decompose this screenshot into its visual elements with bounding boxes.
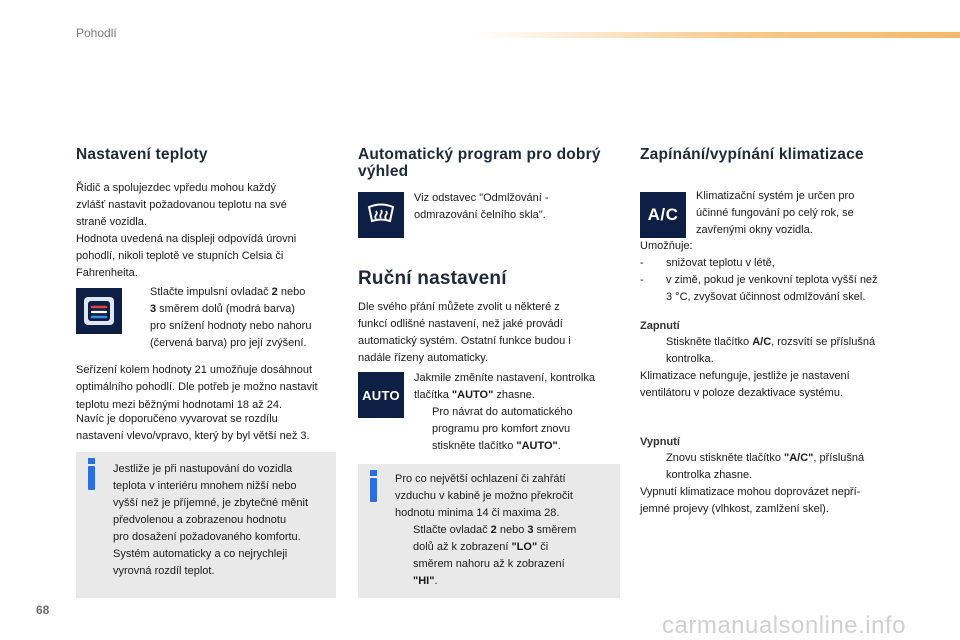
header-accent-bar <box>476 32 960 38</box>
info-box-limits <box>358 464 620 598</box>
defrost-reference: Viz odstavec "Odmlžování - odmrazování čelního skla". <box>414 192 549 221</box>
ac-on-title: Zapnutí <box>640 320 680 332</box>
bullet-mark <box>395 522 413 590</box>
page-number: 68 <box>36 603 50 617</box>
info-icon <box>370 478 377 502</box>
ac-button-icon: A/C <box>640 192 686 238</box>
temperature-instruction: Stlačte impulsní ovladač 2 nebo 3 směrem dolů (modrá barva) pro snížení hodnoty nebo nahoru (červená barva) pro její zvýšení. <box>132 284 342 352</box>
heading-air-conditioning: Zapínání/vypínání klimatizace <box>640 146 864 163</box>
ac-off-title: Vypnutí <box>640 436 680 448</box>
info-icon <box>88 466 95 490</box>
bullet-mark <box>132 284 150 352</box>
info-box-temperature <box>76 452 336 598</box>
bullet-mark <box>640 450 666 484</box>
temperature-advice: Seřízení kolem hodnoty 21 umožňuje dosáhnout optimálního pohodlí. Dle potřeb je možno nastavit teplotu mezi běžnými hodnotami 18 až 24. Navíc je doporučeno vyvarovat se rozdílu nastavení vlevo/vpravo, který by byl větší než 3. <box>76 364 318 442</box>
auto-button-icon: AUTO <box>358 372 404 418</box>
windscreen-defrost-icon <box>358 192 404 238</box>
ac-on-note: Klimatizace nefunguje, jestliže je nastavení ventilátoru v poloze dezaktivace systému. <box>640 370 850 399</box>
ac-off-note: Vypnutí klimatizace mohou doprovázet nepří- jemné projevy (vlhkost, zamlžení skel). <box>640 486 861 515</box>
limits-instruction: Stlačte ovladač 2 nebo 3 směrem dolů až k zobrazení "LO" či směrem nahoru až k zobrazení "HI". <box>395 522 619 590</box>
heading-auto-visibility: Automatický program pro dobrý výhled <box>358 146 601 180</box>
bullet-mark <box>640 334 666 368</box>
temperature-intro: Řidič a spolujezdec vpředu mohou každý zvlášť nastavit požadovanou teplotu na své straně vozidla. Hodnota uvedená na displeji odpovídá úrovni pohodlí, nikoli teplotě ve stupních Celsia či Fahrenheita. <box>76 182 297 279</box>
ac-allows: Umožňuje: - snižovat teplotu v létě, - v zimě, pokud je venkovní teplota vyšší než 3 °C, zvyšovat účinnost odmlžování skel. <box>640 240 878 303</box>
info-box-limits-text: Pro co největší ochlazení či zahřátí vzduchu v kabině je možno překročit hodnotu minima 14 či maxima 28. <box>395 473 573 519</box>
info-box-text: Jestliže je při nastupování do vozidla teplota v interiéru mnohem nižší nebo vyšší než je příjemné, je zbytečné měnit předvolenou a zobrazenou hodnotu pro dosažení požadovaného komfortu. Systém automaticky a co nejrychleji vyrovná rozdíl teplot. <box>113 463 309 577</box>
section-label: Pohodlí <box>76 26 117 40</box>
ac-off-instruction: Znovu stiskněte tlačítko "A/C", příslušná kontrolka zhasne. <box>640 450 920 484</box>
bullet-mark <box>414 404 432 455</box>
auto-button-text: Jakmile změníte nastavení, kontrolka tlačítka "AUTO" zhasne. <box>414 372 595 401</box>
heading-temperature: Nastavení teploty <box>76 146 208 163</box>
ac-on-instruction: Stiskněte tlačítko A/C, rozsvítí se příslušná kontrolka. <box>640 334 920 368</box>
manual-settings-text: Dle svého přání můžete zvolit u některé z funkcí odlišné nastavení, než jaké provádí automatický systém. Ostatní funkce budou i nadále řízeny automaticky. <box>358 301 571 364</box>
temperature-dial-icon <box>76 288 122 334</box>
auto-return-instruction: Pro návrat do automatického programu pro komfort znovu stiskněte tlačítko "AUTO". <box>414 404 624 455</box>
heading-manual-settings: Ruční nastavení <box>358 268 507 289</box>
watermark: carmanualsonline.info <box>662 612 906 639</box>
ac-description: Klimatizační systém je určen pro účinné fungování po celý rok, se zavřenými okny vozidla. <box>696 190 855 236</box>
